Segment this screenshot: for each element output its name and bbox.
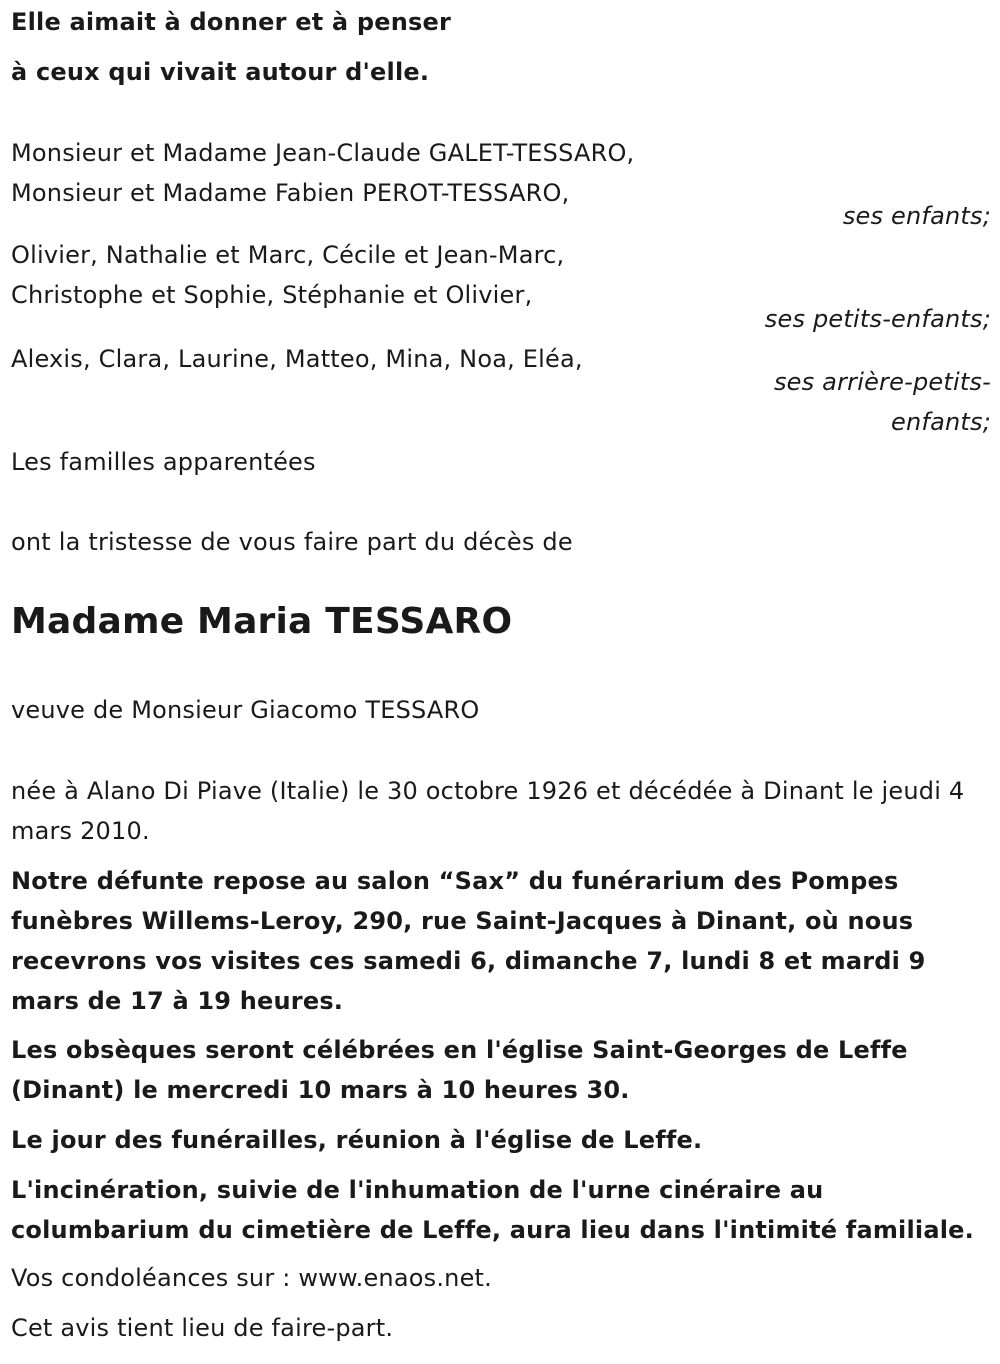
epitaph-line-2: à ceux qui vivait autour d'elle. [11,58,430,86]
notice-text: Cet avis tient lieu de faire-part. [11,1314,394,1342]
grandchildren-line-1: Olivier, Nathalie et Marc, Cécile et Jean-Marc, [11,241,565,269]
children-line-1: Monsieur et Madame Jean-Claude GALET-TESSARO, [11,139,635,167]
great-grandchildren-role-2: enfants; [891,408,991,436]
epitaph-line-1: Elle aimait à donner et à penser [11,8,452,36]
birth-death-info: née à Alano Di Piave (Italie) le 30 octobre 1926 et décédée à Dinant le jeudi 4 mars 2010. [11,777,965,845]
grandchildren-role: ses petits-enfants; [764,305,991,333]
children-line-2: Monsieur et Madame Fabien PEROT-TESSARO, [11,179,570,207]
rest-info: Notre défunte repose au salon “Sax” du funérarium des Pompes funèbres Willems-Leroy, 290, rue Saint-Jacques à Dinant, où nous recevrons vos visites ces samedi 6, dimanche 7, lundi 8 et mardi 9 mars de 17 à 19 heures. [11,867,926,1015]
great-grandchildren-line: Alexis, Clara, Laurine, Matteo, Mina, Noa, Eléa, [11,345,583,373]
meeting-info: Le jour des funérailles, réunion à l'église de Leffe. [11,1126,703,1154]
deceased-name: Madame Maria TESSARO [11,601,513,642]
announcement-text: ont la tristesse de vous faire part du décès de [11,528,573,556]
great-grandchildren-role-1: ses arrière-petits- [773,368,991,396]
children-role: ses enfants; [842,202,991,230]
widow-of: veuve de Monsieur Giacomo TESSARO [11,696,480,724]
related-families: Les familles apparentées [11,448,316,476]
funeral-info: Les obsèques seront célébrées en l'église Saint-Georges de Leffe (Dinant) le mercredi 10 mars à 10 heures 30. [11,1036,908,1104]
grandchildren-line-2: Christophe et Sophie, Stéphanie et Olivier, [11,281,533,309]
condolences-info: Vos condoléances sur : www.enaos.net. [11,1264,492,1292]
cremation-info: L'incinération, suivie de l'inhumation de l'urne cinéraire au columbarium du cimetière de Leffe, aura lieu dans l'intimité familiale. [11,1176,974,1244]
